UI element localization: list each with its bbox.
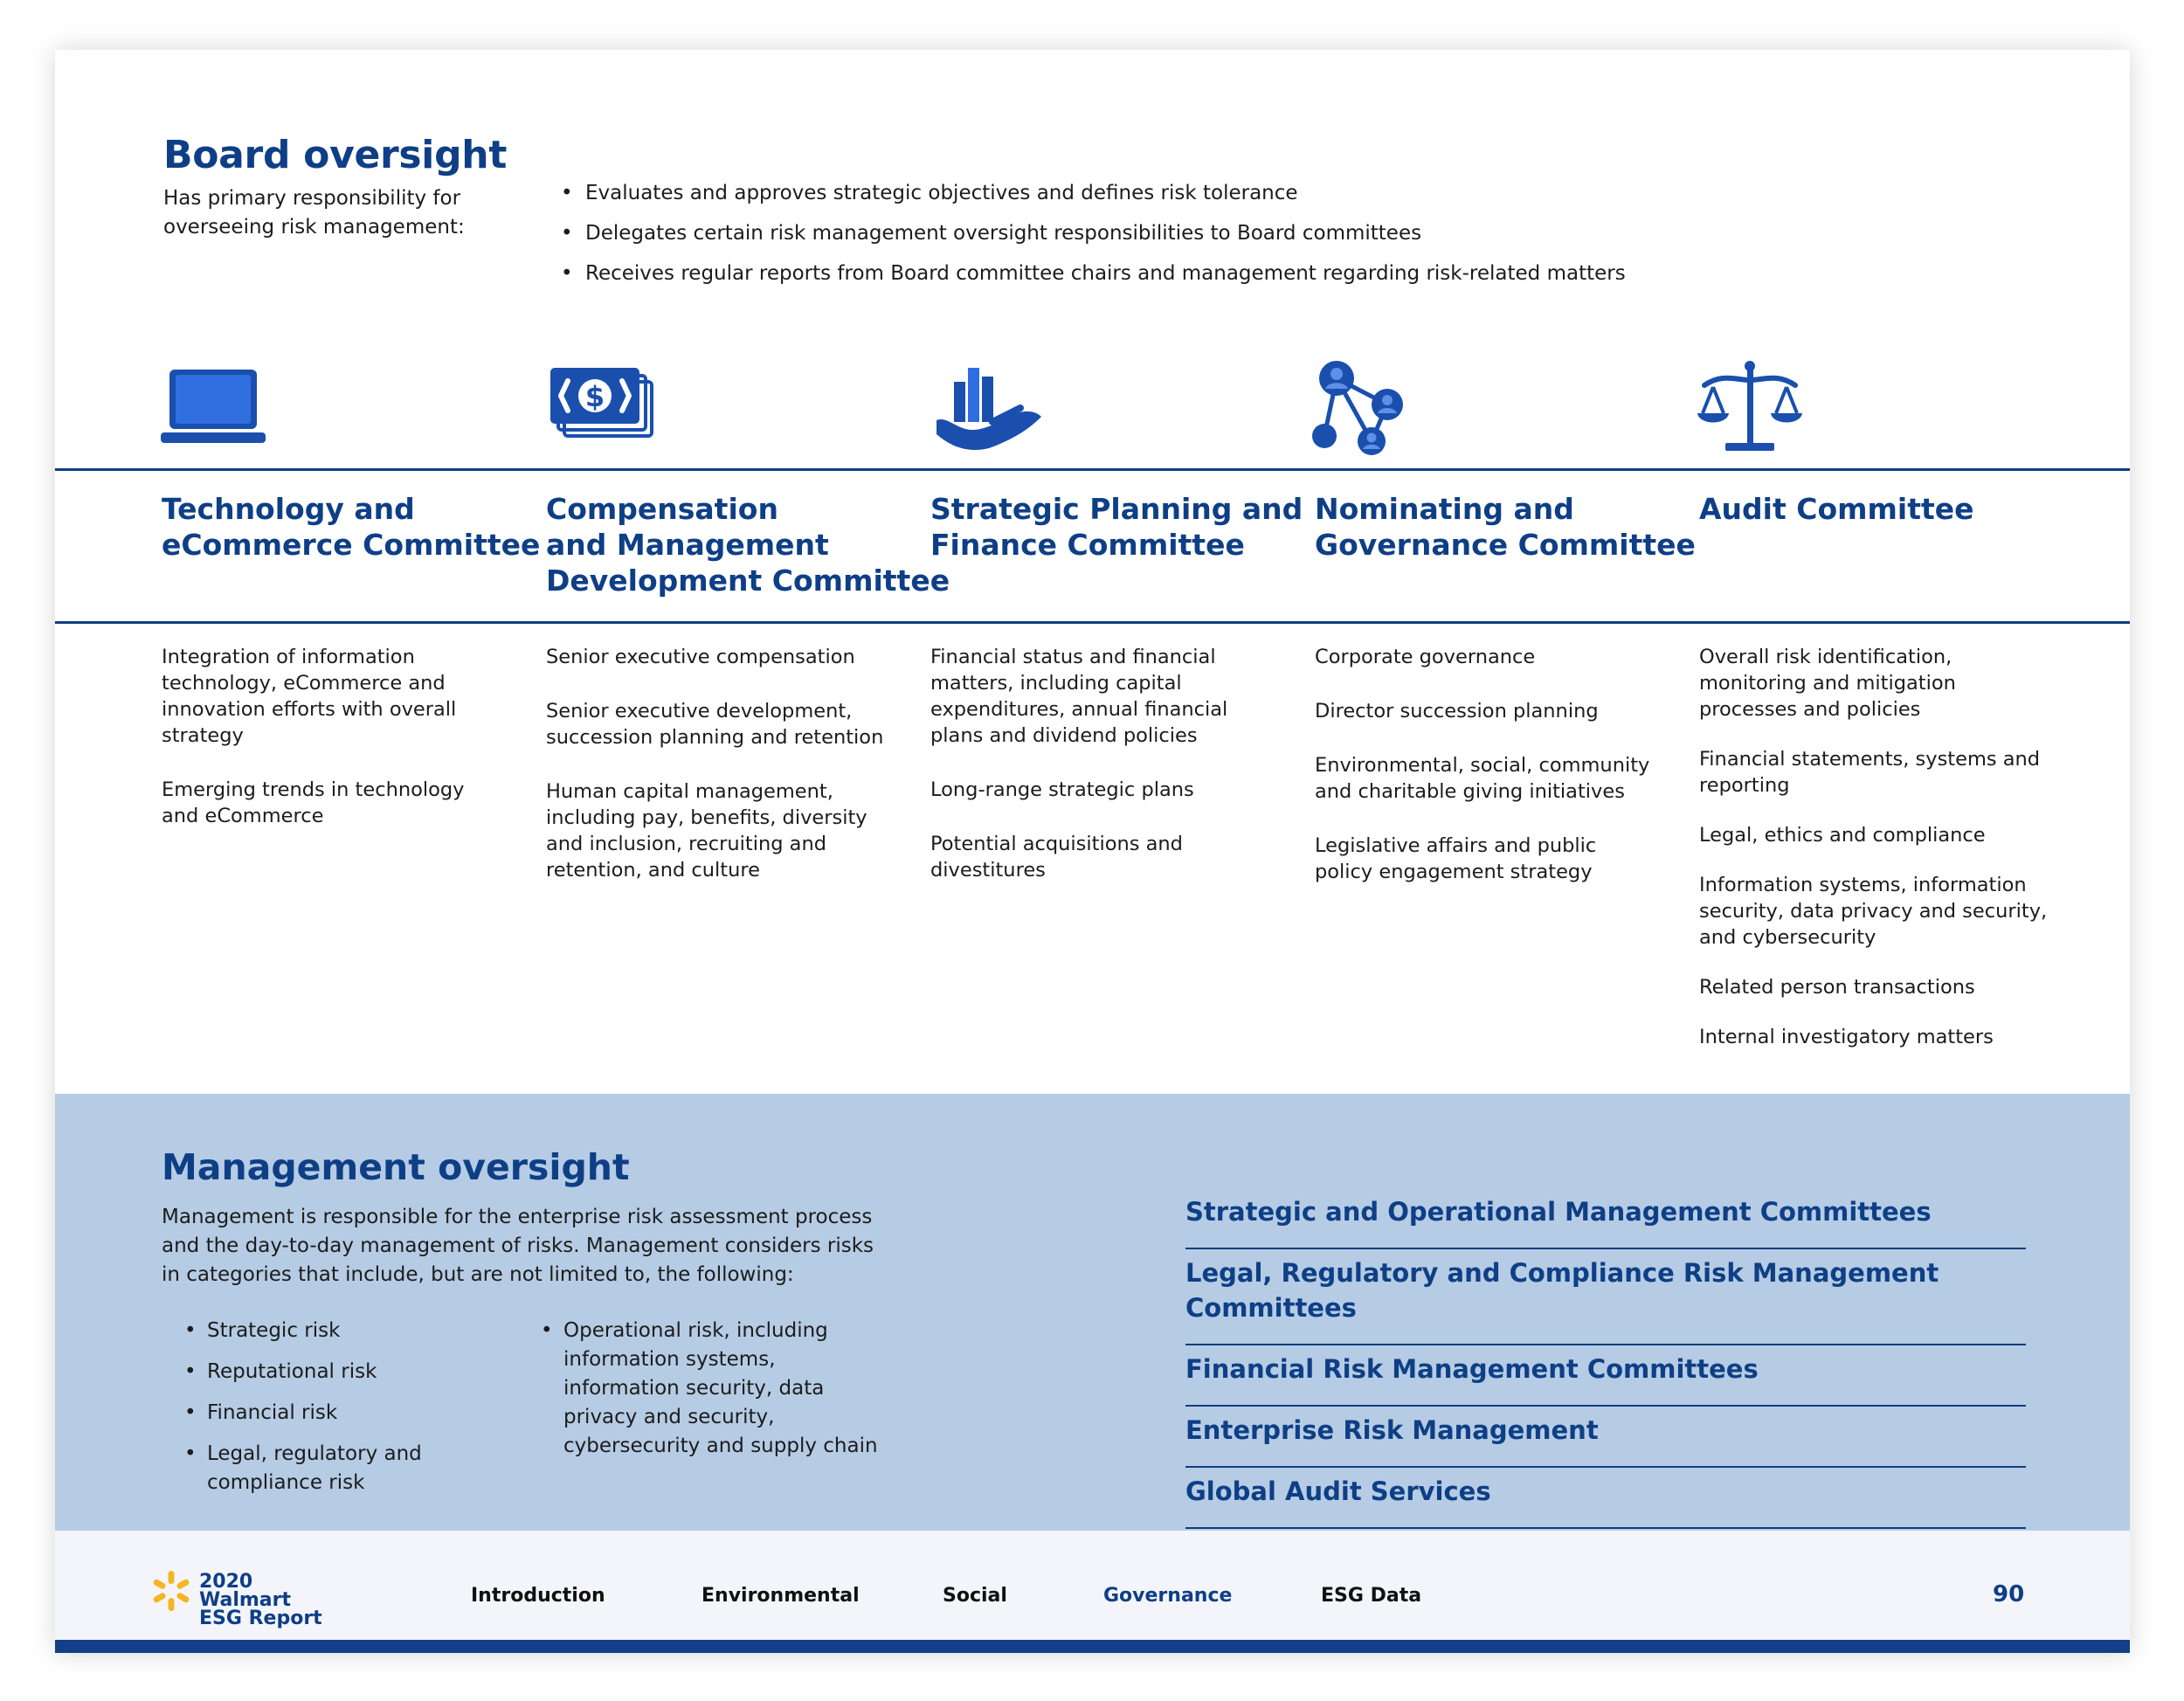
list-item: • Reputational risk bbox=[162, 1358, 494, 1386]
technology-committee-items bbox=[162, 644, 467, 857]
report-brand-text: 2020 Walmart ESG Report bbox=[199, 1571, 322, 1629]
list-item: • Strategic risk bbox=[162, 1317, 494, 1345]
divider bbox=[55, 621, 2130, 624]
list-item: Internal investigatory matters bbox=[1699, 1026, 1994, 1048]
laptop-icon bbox=[159, 359, 273, 455]
risk-categories-right bbox=[518, 1317, 885, 1473]
nav-social[interactable]: Social bbox=[943, 1585, 1007, 1607]
footer-bar bbox=[55, 1640, 2130, 1653]
list-item: Potential acquisitions and divestitures bbox=[930, 833, 1183, 882]
management-committees-list bbox=[1185, 1188, 2026, 1529]
list-item: Director succession planning bbox=[1315, 700, 1599, 723]
scales-icon bbox=[1696, 359, 1809, 455]
growth-hand-icon bbox=[933, 359, 1047, 455]
divider bbox=[55, 468, 2130, 471]
nav-governance[interactable]: Governance bbox=[1103, 1585, 1233, 1607]
list-item: • Receives regular reports from Board committee chairs and management regarding risk-related matters bbox=[585, 259, 1721, 288]
audit-committee-title: Audit Committee bbox=[1699, 492, 1974, 526]
management-committee-item: Legal, Regulatory and Compliance Risk Management Committees bbox=[1185, 1249, 2026, 1345]
page-number: 90 bbox=[1993, 1581, 2025, 1608]
management-oversight-description: Management is responsible for the enterprise risk assessment process and the day-to-day management of risks. Management considers risks in categories that include, but are not limited to, the following: bbox=[162, 1206, 874, 1286]
nominating-committee-title: Nominating and Governance Committee bbox=[1315, 492, 1696, 562]
list-item: Legal, ethics and compliance bbox=[1699, 824, 1986, 847]
management-committee-item: Enterprise Risk Management bbox=[1185, 1407, 2026, 1468]
list-item: Financial status and financial matters, including capital expenditures, annual financial plans and dividend policies bbox=[930, 646, 1228, 747]
nav-environmental[interactable]: Environmental bbox=[702, 1585, 860, 1607]
audit-committee-items bbox=[1699, 644, 2053, 1074]
footer-nav bbox=[55, 1531, 2130, 1640]
svg-text:$: $ bbox=[584, 380, 605, 413]
nav-esg-data[interactable]: ESG Data bbox=[1321, 1585, 1422, 1607]
management-committee-item: Financial Risk Management Committees bbox=[1185, 1345, 2026, 1407]
nominating-committee-items bbox=[1315, 644, 1655, 913]
list-item: Legislative affairs and public policy engagement strategy bbox=[1315, 834, 1597, 883]
management-oversight-section bbox=[55, 1094, 2130, 1531]
compensation-committee-items bbox=[546, 644, 895, 911]
report-page bbox=[55, 50, 2130, 1653]
board-oversight-title: Board oversight bbox=[163, 133, 508, 177]
list-item: Financial statements, systems and reporting bbox=[1699, 748, 2041, 797]
list-item: Long-range strategic plans bbox=[930, 778, 1194, 801]
list-item: Emerging trends in technology and eCommerce bbox=[162, 778, 465, 827]
list-item: • Operational risk, including information systems, information security, data privacy and security, cybersecurity and supply chain bbox=[518, 1317, 885, 1461]
list-item: • Legal, regulatory and compliance risk bbox=[162, 1440, 494, 1497]
network-icon bbox=[1310, 359, 1424, 455]
management-committee-item: Global Audit Services bbox=[1185, 1468, 2026, 1529]
board-oversight-description: Has primary responsibility for overseeing risk management: bbox=[163, 187, 465, 239]
list-item: • Evaluates and approves strategic objectives and defines risk tolerance bbox=[585, 179, 1721, 208]
strategic-planning-committee-title: Strategic Planning and Finance Committee bbox=[930, 492, 1303, 562]
risk-categories-left bbox=[162, 1317, 494, 1510]
list-item: Senior executive development, succession planning and retention bbox=[546, 700, 884, 749]
list-item: Human capital management, including pay, benefits, diversity and inclusion, recruiting and retention, and culture bbox=[546, 780, 867, 882]
money-icon bbox=[549, 359, 662, 455]
board-oversight-bullets bbox=[540, 179, 1721, 300]
list-item: Environmental, social, community and charitable giving initiatives bbox=[1315, 754, 1650, 803]
strategic-planning-committee-items bbox=[930, 644, 1271, 911]
list-item: • Financial risk bbox=[162, 1399, 494, 1428]
list-item: • Delegates certain risk management oversight responsibilities to Board committees bbox=[585, 219, 1721, 248]
nav-introduction[interactable]: Introduction bbox=[471, 1585, 605, 1607]
list-item: Corporate governance bbox=[1315, 646, 1536, 668]
list-item: Integration of information technology, eCommerce and innovation efforts with overall strategy bbox=[162, 646, 457, 747]
compensation-committee-title: Compensation and Management Development Committee bbox=[546, 492, 950, 598]
list-item: Information systems, information security, data privacy and security, and cybersecurity bbox=[1699, 874, 2048, 949]
management-oversight-title: Management oversight bbox=[162, 1146, 630, 1188]
list-item: Related person transactions bbox=[1699, 976, 1975, 999]
list-item: Senior executive compensation bbox=[546, 646, 855, 668]
management-committee-item: Strategic and Operational Management Committees bbox=[1185, 1188, 2026, 1249]
walmart-logo[interactable] bbox=[149, 1569, 324, 1629]
technology-committee-title: Technology and eCommerce Committee bbox=[162, 492, 541, 562]
list-item: Overall risk identification, monitoring and mitigation processes and policies bbox=[1699, 646, 1956, 721]
spark-icon bbox=[149, 1569, 193, 1613]
